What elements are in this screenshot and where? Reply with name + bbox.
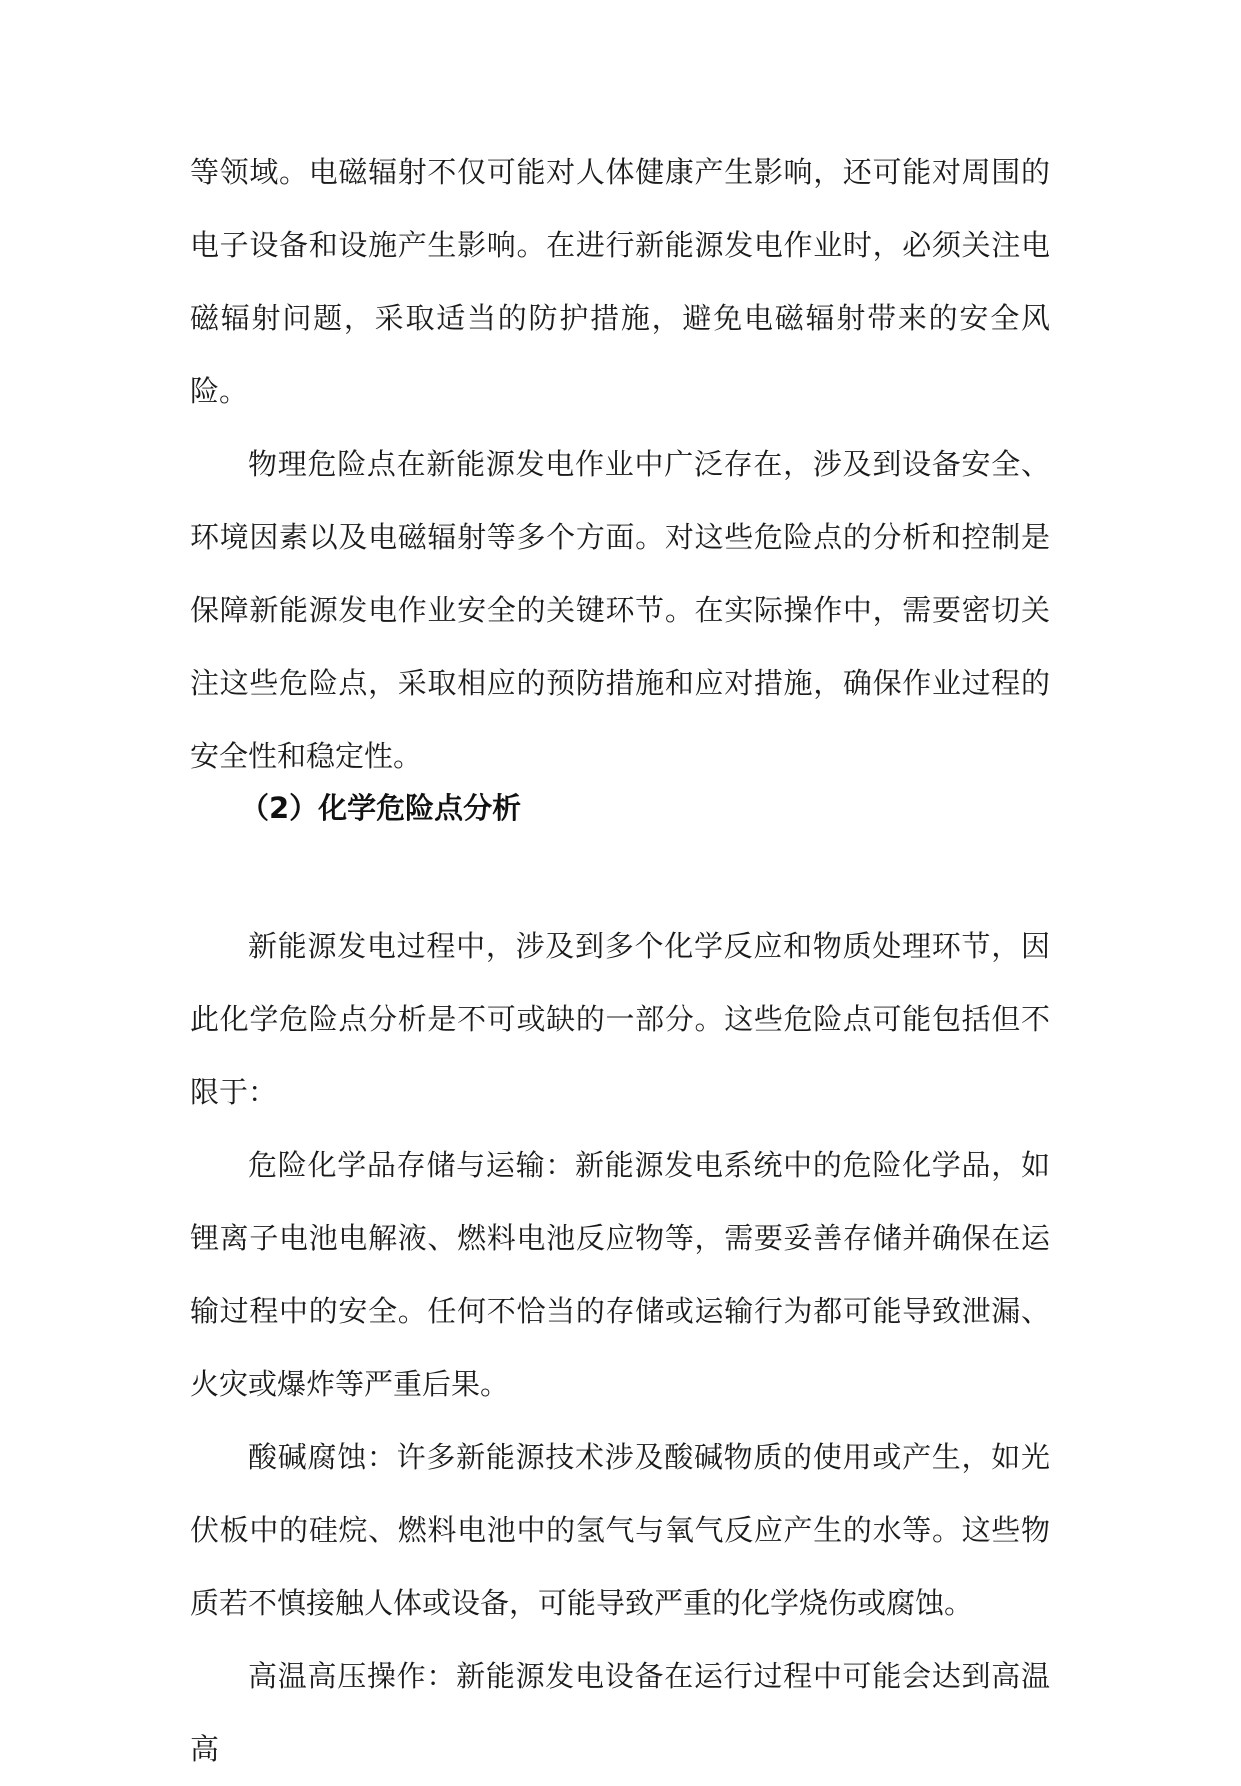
text-block-bottom (190, 910, 1050, 1786)
paragraph-electromagnetic-continued: 等领域。电磁辐射不仅可能对人体健康产生影响，还可能对周围的电子设备和设施产生影响。在进行新能源发电作业时，必须关注电磁辐射问题，采取适当的防护措施，避免电磁辐射带来的安全风险。 (190, 155, 1050, 408)
paragraph-physical-hazards-summary: 物理危险点在新能源发电作业中广泛存在，涉及到设备安全、环境因素以及电磁辐射等多个方面。对这些危险点的分析和控制是保障新能源发电作业安全的关键环节。在实际操作中，需要密切关注这些危险点，采取相应的预防措施和应对措施，确保作业过程的安全性和稳定性。 (190, 447, 1050, 773)
paragraph-chemical-intro: 新能源发电过程中，涉及到多个化学反应和物质处理环节，因此化学危险点分析是不可或缺的一部分。这些危险点可能包括但不限于： (190, 929, 1050, 1109)
paragraph-acid-alkali-corrosion: 酸碱腐蚀：许多新能源技术涉及酸碱物质的使用或产生，如光伏板中的硅烷、燃料电池中的氢气与氧气反应产生的水等。这些物质若不慎接触人体或设备，可能导致严重的化学烧伤或腐蚀。 (190, 1440, 1050, 1620)
text-block-top (190, 136, 1050, 793)
section-heading-chemical-hazards: （2）化学危险点分析 (240, 791, 522, 825)
paragraph-high-temp-pressure: 高温高压操作：新能源发电设备在运行过程中可能会达到高温高 (190, 1659, 1050, 1766)
paragraph-chemical-storage-transport: 危险化学品存储与运输：新能源发电系统中的危险化学品，如锂离子电池电解液、燃料电池反应物等，需要妥善存储并确保在运输过程中的安全。任何不恰当的存储或运输行为都可能导致泄漏、火灾或爆炸等严重后果。 (190, 1148, 1050, 1401)
